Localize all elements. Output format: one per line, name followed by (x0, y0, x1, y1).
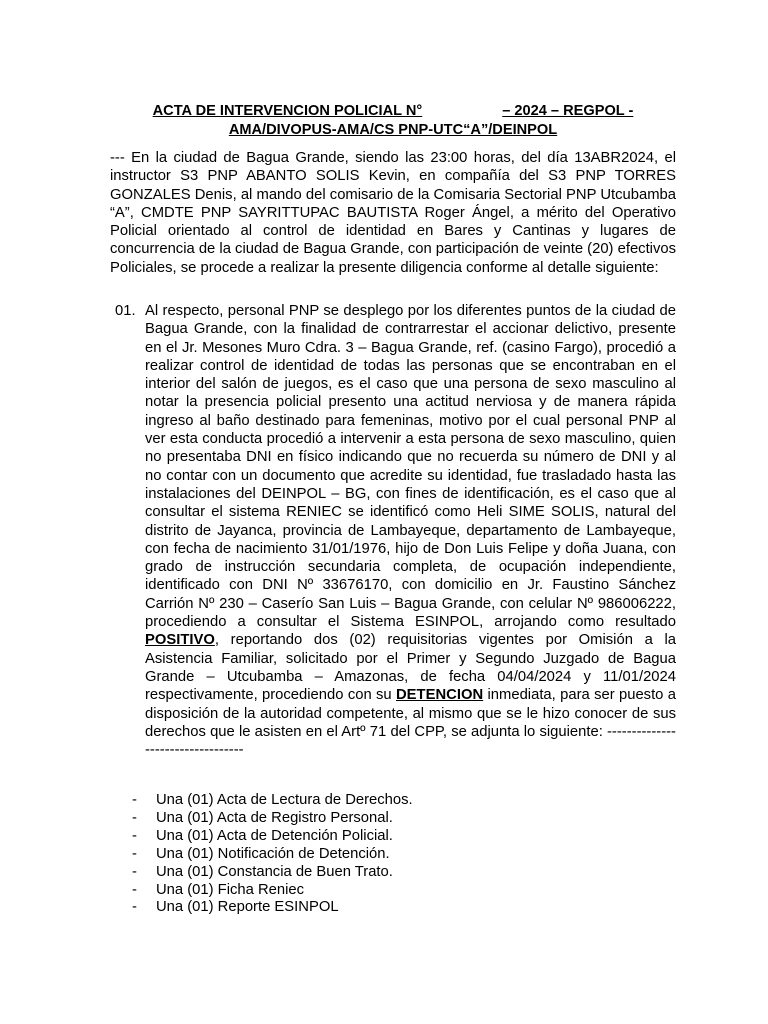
list-item (129, 899, 413, 917)
annex-list (129, 792, 413, 917)
bullet-dash: - (132, 881, 137, 898)
list-item (129, 864, 413, 882)
list-item-text: Una (01) Reporte ESINPOL (156, 899, 339, 916)
list-item-text: Una (01) Acta de Lectura de Derechos. (156, 792, 413, 808)
list-item (129, 792, 413, 810)
bullet-dash: - (132, 899, 137, 916)
bullet-dash: - (132, 827, 137, 844)
item-text-part3: inmediata, para ser puesto a disposición de la autoridad competente, al mismo que se le hizo conocer de sus derechos que le asisten en el Artº 71 del CPP, se adjunta lo siguiente: ---------------------------------- (145, 687, 676, 759)
title-line1-part1: ACTA DE INTERVENCION POLICIAL N° (152, 103, 423, 119)
list-item-text: Una (01) Acta de Detención Policial. (156, 827, 393, 844)
list-item (129, 846, 413, 864)
bullet-dash: - (132, 809, 137, 826)
bullet-dash: - (132, 845, 137, 862)
list-item (129, 882, 413, 900)
list-item-text: Una (01) Acta de Registro Personal. (156, 809, 393, 826)
item-text-part2: , reportando dos (02) requisitorias vigentes por Omisión a la Asistencia Familiar, solicitado por el Primer y Segundo Juzgado de Bagua Grande – Utcubamba – Amazonas, de fecha 04/04/2024 y 11/01/2024 respectivamente, procediendo con su (145, 632, 676, 704)
item-number: 01. (115, 303, 136, 319)
document-title (110, 102, 676, 139)
title-line1-part2: – 2024 – REGPOL - (502, 103, 634, 119)
item-body (145, 302, 676, 759)
numbered-item (110, 302, 676, 759)
list-item-text: Una (01) Ficha Reniec (156, 881, 305, 898)
item-bold-detencion: DETENCION (396, 687, 484, 704)
bullet-dash: - (132, 863, 137, 880)
bullet-dash: - (132, 792, 137, 808)
list-item-text: Una (01) Constancia de Buen Trato. (156, 863, 393, 880)
list-item (129, 828, 413, 846)
list-item-text: Una (01) Notificación de Detención. (156, 845, 390, 862)
item-text-part1: Al respecto, personal PNP se desplego por los diferentes puntos de la ciudad de Bagua Grande, con la finalidad de contrarrestar el accionar delictivo, presente en el Jr. Mesones Muro Cdra. 3 – Bagua Grande, ref. (casino Fargo), procedió a realizar control de identidad de todas las personas que se encontraban en el interior del salón de juegos, es el caso que una persona de sexo masculino al notar la presencia policial presento una actitud nerviosa y de manera rápida ingreso al baño destinado para femeninas, motivo por el cual personal PNP al ver esta conducta procedió a intervenir a esta persona de sexo masculino, quien no presentaba DNI en físico indicando que no recuerda su número de DNI y al no contar con un documento que acredite su identidad, fue trasladado hasta las instalaciones del DEINPOL – BG, con fines de identificación, es el caso que al consultar el sistema RENIEC se identificó como Heli SIME SOLIS, natural del distrito de Jayanca, provincia de Lambayeque, departamento de Lambayeque, con fecha de nacimiento 31/01/1976, hijo de Don Luis Felipe y doña Juana, con grado de instrucción secundaria completa, de ocupación independiente, identificado con DNI Nº 33676170, con domicilio en Jr. Faustino Sánchez Carrión Nº 230 – Caserío San Luis – Bagua Grande, con celular Nº 986006222, procediendo a consultar el Sistema ESINPOL, arrojando como resultado (145, 303, 676, 631)
intro-paragraph: --- En la ciudad de Bagua Grande, siendo las 23:00 horas, del día 13ABR2024, el instructor S3 PNP ABANTO SOLIS Kevin, en compañía del S3 PNP TORRES GONZALES Denis, al mando del comisario de la Comisaria Sectorial PNP Utcubamba “A”, CMDTE PNP SAYRITTUPAC BAUTISTA Roger Ángel, a mérito del Operativo Policial orientado al control de identidad en Bares y Cantinas y lugares de concurrencia de la ciudad de Bagua Grande, con participación de veinte (20) efectivos Policiales, se procede a realizar la presente diligencia conforme al detalle siguiente: (110, 150, 676, 276)
list-item (129, 810, 413, 828)
title-line2: AMA/DIVOPUS-AMA/CS PNP-UTC“A”/DEINPOL (228, 121, 558, 138)
item-bold-positivo: POSITIVO (145, 632, 215, 649)
